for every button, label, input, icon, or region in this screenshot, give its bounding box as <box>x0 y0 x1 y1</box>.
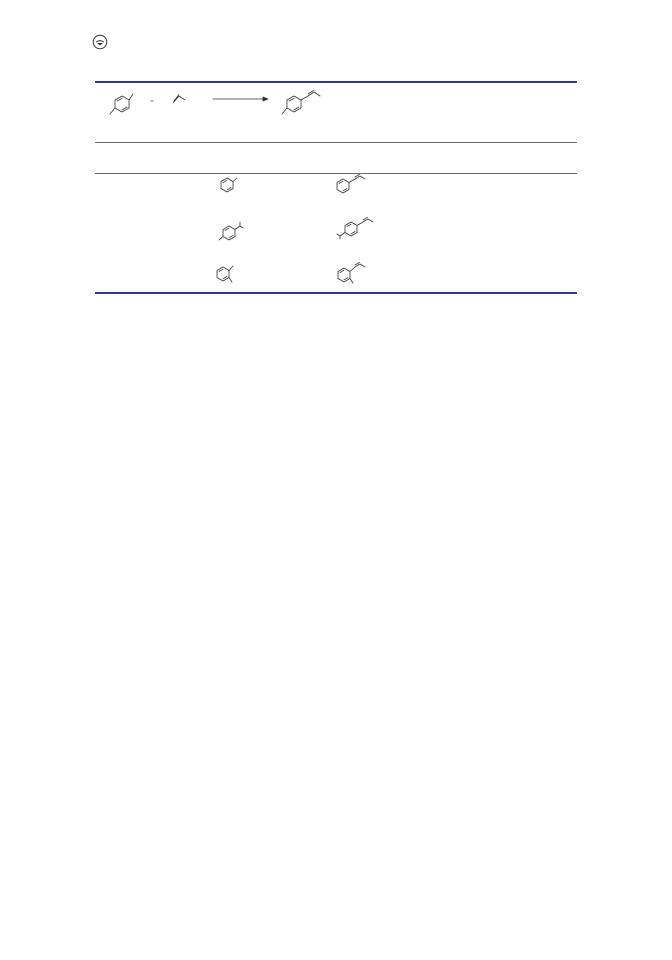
table-top-rule <box>95 81 577 83</box>
publisher-seal-icon <box>92 34 108 50</box>
reaction-arrow-icon <box>213 97 268 101</box>
ortho-substituted-benzene-structure <box>217 266 233 282</box>
table-bottom-rule <box>95 292 577 294</box>
para-substituted-arene-structure <box>219 222 243 240</box>
table-row <box>221 174 365 193</box>
para-substituted-styrene-structure <box>337 217 373 239</box>
table-row <box>219 217 373 240</box>
alkene-structure <box>173 95 185 104</box>
substrate-table <box>95 174 577 290</box>
reaction-scheme <box>95 84 577 140</box>
aryl-alkene-structure <box>282 91 320 115</box>
substituted-benzene-structure <box>221 178 237 192</box>
table-header-top-rule <box>95 142 577 143</box>
aryl-halide-structure <box>110 94 133 114</box>
ortho-substituted-styrene-structure <box>338 262 365 283</box>
table-row <box>217 262 365 283</box>
styrene-structure <box>337 174 365 193</box>
